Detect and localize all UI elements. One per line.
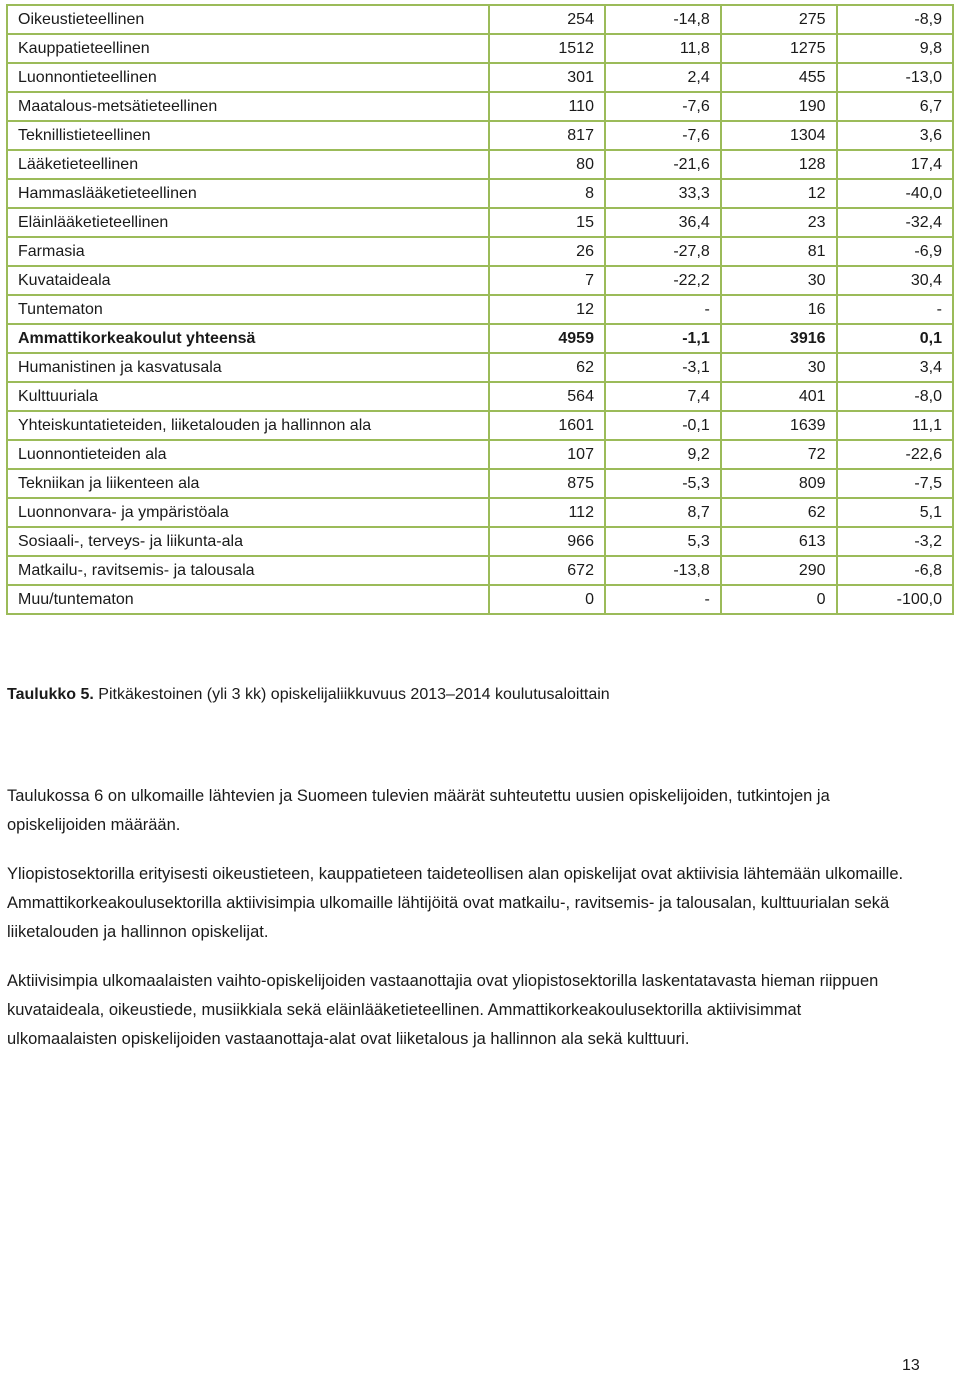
value-count-2: 72 [721,440,837,469]
value-change-1: - [605,585,721,614]
table-row [7,34,953,63]
value-change-2: 9,8 [837,34,953,63]
table-row [7,498,953,527]
value-change-2: 30,4 [837,266,953,295]
value-change-2: 6,7 [837,92,953,121]
value-count-2: 1639 [721,411,837,440]
value-count-2: 16 [721,295,837,324]
table-row [7,324,953,353]
value-count-1: 112 [489,498,605,527]
row-label: Humanistinen ja kasvatusala [7,353,489,382]
value-change-2: -40,0 [837,179,953,208]
value-count-2: 62 [721,498,837,527]
row-label: Tekniikan ja liikenteen ala [7,469,489,498]
value-count-1: 875 [489,469,605,498]
value-count-2: 30 [721,353,837,382]
row-label: Eläinlääketieteellinen [7,208,489,237]
table-row [7,440,953,469]
value-change-2: 3,6 [837,121,953,150]
table-row [7,382,953,411]
value-count-1: 12 [489,295,605,324]
table-row [7,527,953,556]
value-change-2: -13,0 [837,63,953,92]
value-change-1: -5,3 [605,469,721,498]
paragraph-3: Aktiivisimpia ulkomaalaisten vaihto-opiskelijoiden vastaanottajia ovat yliopistosektorilla laskentatavasta hieman riippuen kuvataideala, oikeustiede, musiikkiala sekä eläinlääketieteellinen. Ammattikorkeakoulusektorilla aktiivisimmat ulkomaalaisten opiskelijoiden vastaanottaja-alat ovat liiketalous ja hallinnon ala sekä kulttuuri. [7,972,879,1048]
value-change-2: -3,2 [837,527,953,556]
value-count-2: 809 [721,469,837,498]
value-change-1: -0,1 [605,411,721,440]
row-label: Yhteiskuntatieteiden, liiketalouden ja hallinnon ala [7,411,489,440]
row-label: Ammattikorkeakoulut yhteensä [7,324,489,353]
caption-label: Taulukko 5. [7,686,94,703]
value-count-1: 966 [489,527,605,556]
row-label: Matkailu-, ravitsemis- ja talousala [7,556,489,585]
table-row [7,208,953,237]
value-change-2: 3,4 [837,353,953,382]
row-label: Oikeustieteellinen [7,5,489,34]
value-change-1: 33,3 [605,179,721,208]
value-change-1: 2,4 [605,63,721,92]
row-label: Sosiaali-, terveys- ja liikunta-ala [7,527,489,556]
value-change-2: -32,4 [837,208,953,237]
value-change-2: 17,4 [837,150,953,179]
value-change-1: -14,8 [605,5,721,34]
value-change-2: 11,1 [837,411,953,440]
value-count-1: 254 [489,5,605,34]
value-change-1: 9,2 [605,440,721,469]
table-row [7,237,953,266]
table-row [7,556,953,585]
row-label: Lääketieteellinen [7,150,489,179]
table-row [7,121,953,150]
value-count-1: 110 [489,92,605,121]
table-row [7,295,953,324]
row-label: Luonnontieteellinen [7,63,489,92]
value-change-1: 8,7 [605,498,721,527]
value-change-1: 7,4 [605,382,721,411]
value-change-2: - [837,295,953,324]
value-count-1: 107 [489,440,605,469]
row-label: Luonnonvara- ja ympäristöala [7,498,489,527]
value-count-1: 26 [489,237,605,266]
value-count-1: 15 [489,208,605,237]
value-change-2: -100,0 [837,585,953,614]
row-label: Kauppatieteellinen [7,34,489,63]
table-row [7,353,953,382]
value-change-1: 11,8 [605,34,721,63]
value-count-1: 80 [489,150,605,179]
row-label: Hammaslääketieteellinen [7,179,489,208]
value-change-1: -27,8 [605,237,721,266]
value-count-1: 7 [489,266,605,295]
value-count-2: 1275 [721,34,837,63]
row-label: Farmasia [7,237,489,266]
value-change-1: 5,3 [605,527,721,556]
row-label: Maatalous-metsätieteellinen [7,92,489,121]
table-caption [7,686,610,704]
paragraph-2: Yliopistosektorilla erityisesti oikeustieteen, kauppatieteen taideteollisen alan opiskelijat ovat aktiivisia lähtemään ulkomaille. Ammattikorkeakoulusektorilla aktiivisimpia ulkomaille lähtijöitä ovat matkailu-, ravitsemis- ja talousalan, kulttuurialan sekä liiketalouden ja hallinnon opiskelijat. [7,865,904,941]
value-count-1: 672 [489,556,605,585]
value-count-2: 613 [721,527,837,556]
value-change-2: -6,9 [837,237,953,266]
table-row [7,63,953,92]
table-row [7,5,953,34]
table-row [7,150,953,179]
row-label: Kuvataideala [7,266,489,295]
table-row [7,411,953,440]
value-change-1: -1,1 [605,324,721,353]
caption-text: Pitkäkestoinen (yli 3 kk) opiskelijaliikkuvuus 2013–2014 koulutusaloittain [93,686,610,703]
value-count-1: 1601 [489,411,605,440]
page-number: 13 [902,1357,920,1374]
row-label: Kulttuuriala [7,382,489,411]
paragraph-1: Taulukossa 6 on ulkomaille lähtevien ja Suomeen tulevien määrät suhteutettu uusien opiskelijoiden, tutkintojen ja opiskelijoiden määrään. [7,787,830,834]
table-row [7,585,953,614]
value-count-2: 30 [721,266,837,295]
value-change-2: -6,8 [837,556,953,585]
table-row [7,266,953,295]
mobility-table [6,4,954,615]
table-row [7,179,953,208]
value-change-2: 0,1 [837,324,953,353]
value-count-1: 4959 [489,324,605,353]
row-label: Luonnontieteiden ala [7,440,489,469]
row-label: Muu/tuntematon [7,585,489,614]
value-count-2: 3916 [721,324,837,353]
table-row [7,92,953,121]
value-change-1: 36,4 [605,208,721,237]
value-change-2: -22,6 [837,440,953,469]
value-change-1: - [605,295,721,324]
row-label: Teknillistieteellinen [7,121,489,150]
value-change-1: -3,1 [605,353,721,382]
value-count-2: 401 [721,382,837,411]
value-change-1: -21,6 [605,150,721,179]
value-count-1: 8 [489,179,605,208]
value-count-1: 301 [489,63,605,92]
value-change-1: -7,6 [605,92,721,121]
value-count-2: 23 [721,208,837,237]
value-count-2: 455 [721,63,837,92]
value-count-1: 817 [489,121,605,150]
value-count-1: 1512 [489,34,605,63]
value-change-1: -22,2 [605,266,721,295]
value-change-2: 5,1 [837,498,953,527]
value-count-2: 275 [721,5,837,34]
value-count-2: 0 [721,585,837,614]
value-count-2: 1304 [721,121,837,150]
value-change-2: -7,5 [837,469,953,498]
value-count-2: 12 [721,179,837,208]
value-count-1: 564 [489,382,605,411]
value-count-2: 190 [721,92,837,121]
row-label: Tuntematon [7,295,489,324]
value-change-1: -7,6 [605,121,721,150]
value-change-1: -13,8 [605,556,721,585]
value-count-2: 81 [721,237,837,266]
table-row [7,469,953,498]
value-count-2: 290 [721,556,837,585]
value-count-2: 128 [721,150,837,179]
value-change-2: -8,9 [837,5,953,34]
value-count-1: 62 [489,353,605,382]
value-change-2: -8,0 [837,382,953,411]
value-count-1: 0 [489,585,605,614]
